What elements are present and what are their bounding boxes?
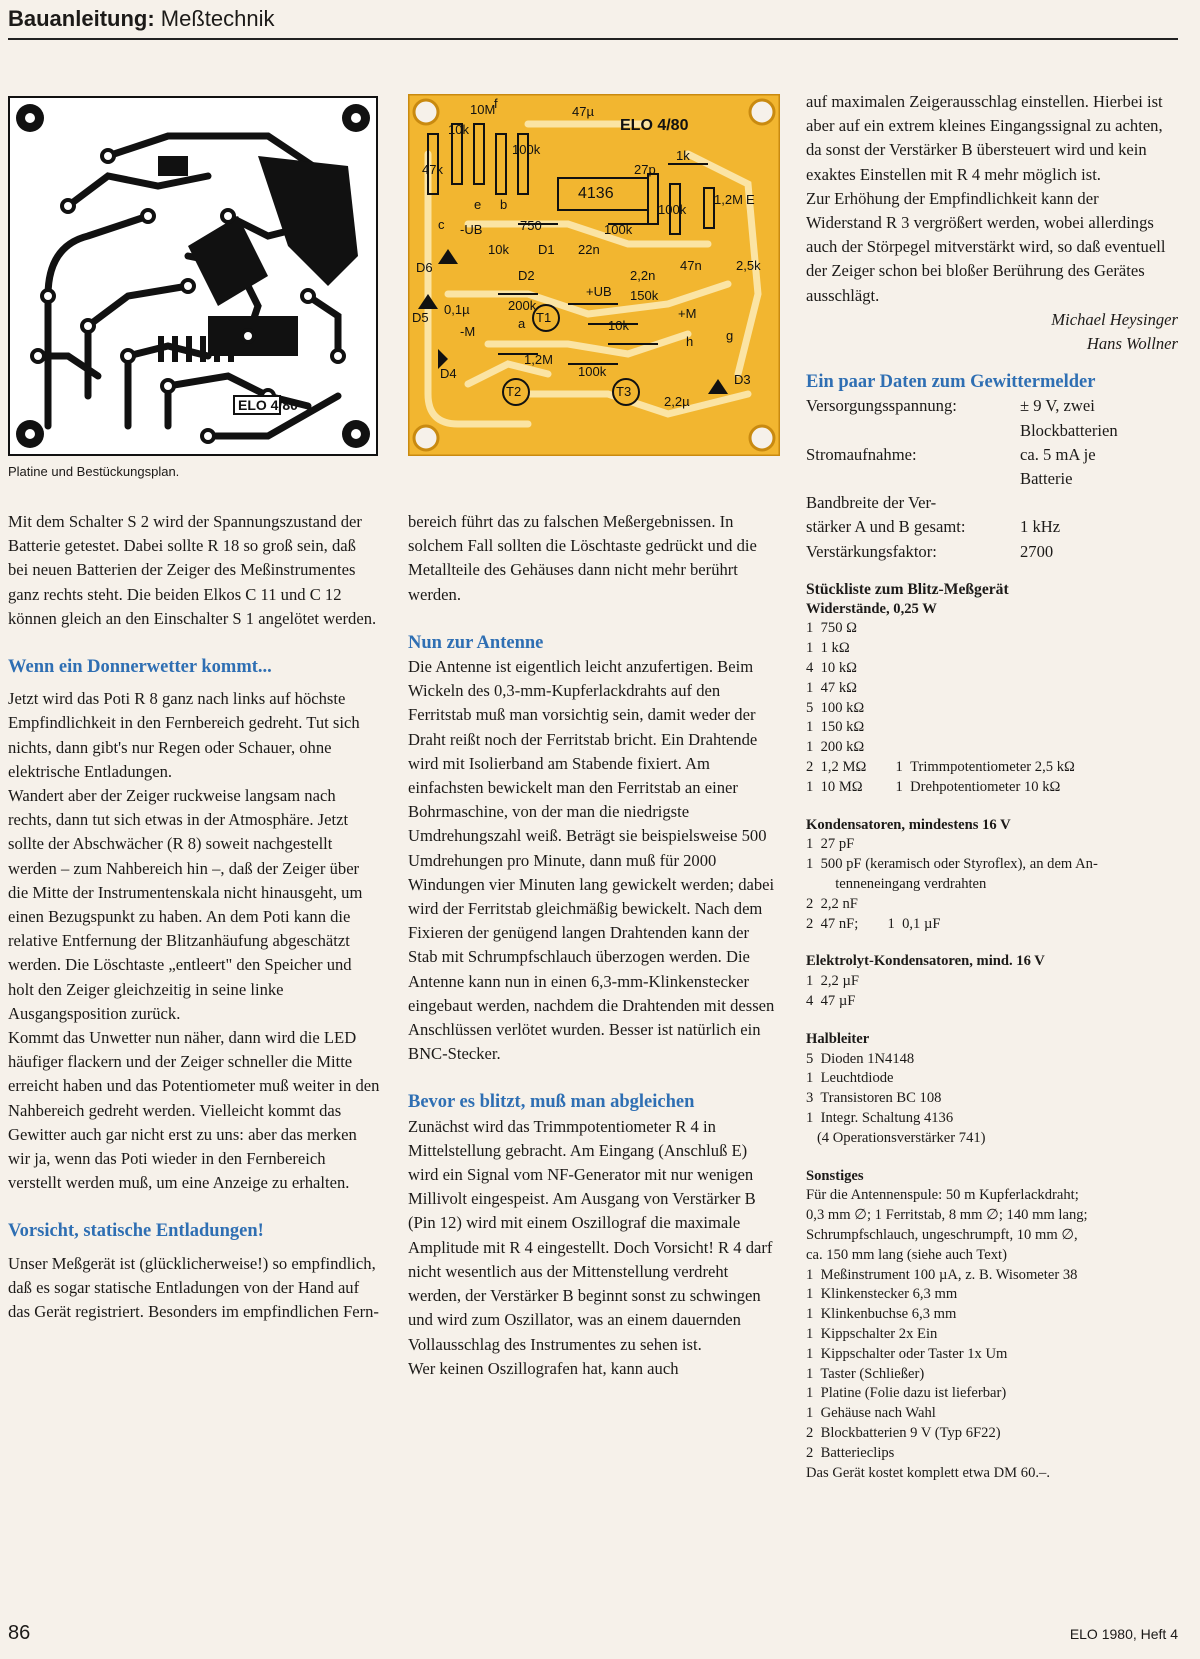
- parts-item: 1 Taster (Schließer): [806, 1365, 925, 1382]
- label: D4: [440, 366, 457, 381]
- component-layout-image: [408, 94, 780, 456]
- label: 10M: [470, 102, 496, 117]
- page-header: [8, 6, 275, 32]
- header-topic: Meßtechnik: [160, 6, 275, 31]
- parts-item: 1 27 pF: [806, 836, 855, 853]
- label: -M: [460, 324, 476, 339]
- label: 2,2µ: [664, 394, 690, 409]
- parts-item: (4 Operationsverstärker 741): [806, 1129, 986, 1146]
- parts-item: Schrumpfschlauch, ungeschrumpft, 10 mm ∅,: [806, 1226, 1078, 1243]
- parts-group-title: Widerstände, 0,25 W: [806, 600, 937, 617]
- parts-item: 1 150 kΩ: [806, 719, 865, 736]
- label: 750: [520, 218, 542, 233]
- parts-group-title: Kondensatoren, mindestens 16 V: [806, 816, 1011, 833]
- column-2: [408, 510, 780, 1381]
- label: E: [746, 192, 755, 207]
- spec-row: [806, 540, 1178, 564]
- parts-item: 2 47 nF; 1 0,1 µF: [806, 915, 941, 932]
- spec-key: stärker A und B gesamt:: [806, 517, 966, 537]
- price-note: Das Gerät kostet komplett etwa DM 60.–.: [806, 1464, 1050, 1481]
- paragraph: Zunächst wird das Trimmpotentiometer R 4 in Mittelstellung gebracht. Am Eingang (Anschluß E) wird ein Signal vom NF-Generator mit nur wenigen Millivolt eingespeist. Am Ausgang von Verstärker B (Pin 12) wird mit einem Oszillograf die maximale Amplitude mit R 4 eingestellt. Doch Vorsicht! R 4 darf nicht wesentlich aus der Mittenstellung verdreht werden, der Verstärker B beginnt sonst zu schwingen und wird zum Oszillator, was an einem dauernden Vollausschlag des Instrumentes zu sehen ist.: [408, 1116, 773, 1354]
- parts-item: 1 500 pF (keramisch oder Styroflex), an dem An-: [806, 856, 1098, 873]
- paragraph: Mit dem Schalter S 2 wird der Spannungszustand der Batterie getestet. Dabei sollte R 18 so groß sein, daß bei neuen Batterien der Zeiger des Meßinstrumentes ganz rechts steht. Die beiden Elkos C 11 und C 12 können gleich an den Einschalter S 1 angelötet werden.: [8, 512, 377, 628]
- spec-row: [806, 467, 1178, 491]
- spec-value: 1 kHz: [1020, 517, 1061, 537]
- pcb-logo: ELO 4/80: [238, 397, 298, 413]
- label: D2: [518, 268, 535, 283]
- label: 1k: [676, 148, 690, 163]
- parts-item: 1 Kippschalter 2x Ein: [806, 1325, 938, 1342]
- paragraph: Wandert aber der Zeiger ruckweise langsam nach rechts, dann tut sich etwas in der Atmosphäre. Jetzt sollte der Abschwächer (R 8) soweit nachgestellt werden – zum Nahbereich hin –, daß der Zeiger über die Mitte der Instrumentenskala nicht hinausgeht, um einen Bezugspunkt zu haben. An dem Poti kann die relative Entfernung der Blitzanhäufung abgeschätzt werden. Die Löschtaste „entleert" den Speicher und holt den Zeiger gleichzeitig in seine linke Ausgangsposition zurück.: [8, 786, 363, 1023]
- header-section: Bauanleitung:: [8, 6, 155, 31]
- spec-key: Bandbreite der Ver-: [806, 493, 937, 513]
- paragraph: Wer keinen Oszillografen hat, kann auch: [408, 1358, 679, 1378]
- paragraph: Zur Erhöhung der Empfindlichkeit kann der Widerstand R 3 vergrößert werden, wobei allerdings auch der Störpegel mitverstärkt wird, so daß eventuell der Zeiger schon bei bloßer Berührung des Gerätes ausschlägt.: [806, 188, 1166, 305]
- spec-row: [806, 394, 1178, 418]
- paragraph: Kommt das Unwetter nun näher, dann wird die LED häufiger flackern und der Zeiger schneller die Mitte erreicht haben und das Potentiometer muß weiter in den Nahbereich gedreht werden. Vielleicht kommt das Gewitter auch gar nicht erst zu uns: aber das merken wir ja, wenn das Poti wieder in den Fernbereich verstellt werden muß, um eine Anzeige zu erhalten.: [8, 1028, 380, 1193]
- label: a: [518, 316, 526, 331]
- author: Hans Wollner: [1086, 334, 1178, 354]
- label: 2,2n: [630, 268, 656, 283]
- parts-list: [806, 580, 1178, 1483]
- label: 10k: [488, 242, 509, 257]
- label: 100k: [512, 142, 541, 157]
- label: +UB: [586, 284, 612, 299]
- parts-group-title: Elektrolyt-Kondensatoren, mind. 16 V: [806, 953, 1045, 970]
- label: 47µ: [572, 104, 594, 119]
- label: 47n: [680, 258, 702, 273]
- spec-value: Batterie: [1020, 469, 1073, 489]
- spec-row: [806, 491, 1178, 515]
- spec-table: [806, 394, 1178, 563]
- parts-item: 3 Transistoren BC 108: [806, 1090, 942, 1107]
- label: 27p: [634, 162, 656, 177]
- parts-item: 1 Integr. Schaltung 4136: [806, 1109, 954, 1126]
- label: 100k: [604, 222, 633, 237]
- parts-item: 4 47 µF: [806, 993, 856, 1009]
- label: 47k: [422, 162, 443, 177]
- parts-item: 1 200 kΩ: [806, 739, 865, 756]
- figure-caption: Platine und Bestückungsplan.: [8, 464, 180, 479]
- parts-item: 5 100 kΩ: [806, 699, 865, 716]
- spec-key: [806, 467, 1020, 491]
- label: 150k: [630, 288, 659, 303]
- label: e: [474, 197, 482, 212]
- parts-group-title: Sonstiges: [806, 1167, 864, 1184]
- parts-item: tenneneingang verdrahten: [806, 876, 987, 893]
- spec-key: Versorgungsspannung:: [806, 396, 957, 416]
- label: b: [500, 197, 508, 212]
- column-1: [8, 510, 380, 1324]
- parts-item: 2 2,2 nF: [806, 895, 858, 912]
- label: g: [726, 328, 734, 343]
- label: 1,2M: [524, 352, 553, 367]
- spec-value: 2700: [1020, 541, 1054, 561]
- label: c: [438, 217, 445, 232]
- parts-item: 1 Gehäuse nach Wahl: [806, 1405, 936, 1422]
- section-heading: Nun zur Antenne: [408, 632, 544, 653]
- label: 10k: [608, 318, 629, 333]
- spec-row: [806, 515, 1178, 539]
- label: D1: [538, 242, 555, 257]
- paragraph: bereich führt das zu falschen Meßergebnissen. In solchem Fall sollten die Löschtaste gedrückt und die Metallteile des Gehäuses dann nicht mehr berührt werden.: [408, 512, 757, 604]
- paragraph: Die Antenne ist eigentlich leicht anzufertigen. Beim Wickeln des 0,3-mm-Kupferlackdrahts auf den Ferritstab muß man vorsichtig sein, damit weder der Draht reißt noch der Ferritstab bricht. Ein Drahtende wird mit Isolierband am Stabende fixiert. Am einfachsten bewickelt man den Ferritstab an einer Bohrmaschine, von der man die niedrigste Umdrehungszahl weiß. Beträgt sie beispielsweise 500 Umdrehungen pro Minute, dann muß für 2000 Windungen vier Minuten lang gewickelt werden; dabei wird der Ferritstab gleichmäßig bewickelt. Nach dem Fixieren der genügend langen Drahtenden kann der Stab mit Schrumpfschlauch überzogen werden. Die Antenne kann nun in einen 6,3-mm-Klinkenstecker eingebaut werden, nachdem die Drahtenden mit dessen Anschlüssen verlötet wurden. Besser ist natürlich ein BNC-Stecker.: [408, 657, 775, 1064]
- column-3: [806, 90, 1178, 1483]
- parts-item: 1 1 kΩ: [806, 640, 850, 657]
- label: 1,2M: [714, 192, 743, 207]
- spec-value: Blockbatterien: [1020, 420, 1118, 440]
- pcb-layout-image: [8, 96, 378, 456]
- spec-row: [806, 443, 1178, 467]
- parts-item: 0,3 mm ∅; 1 Ferritstab, 8 mm ∅; 140 mm lang;: [806, 1207, 1088, 1224]
- parts-list-title: Stückliste zum Blitz-Meßgerät: [806, 580, 1009, 598]
- label: T2: [506, 384, 522, 399]
- parts-item: 1 750 Ω: [806, 620, 857, 637]
- paragraph: Jetzt wird das Poti R 8 ganz nach links auf höchste Empfindlichkeit in den Fernbereich gedreht. Tut sich nichts, dann gibt's nur Regen oder Schauer, ohne elektrische Entladungen.: [8, 689, 360, 781]
- label: f: [494, 96, 498, 111]
- author: Michael Heysinger: [1051, 309, 1178, 329]
- label: h: [686, 334, 694, 349]
- parts-item: 1 2,2 µF: [806, 973, 860, 990]
- label: D6: [416, 260, 433, 275]
- spec-key: Stromaufnahme:: [806, 444, 917, 464]
- parts-item: ca. 150 mm lang (siehe auch Text): [806, 1246, 1007, 1263]
- parts-item: 1 Klinkenbuchse 6,3 mm: [806, 1306, 957, 1323]
- label: 22n: [578, 242, 600, 257]
- paragraph: Unser Meßgerät ist (glücklicherweise!) so empfindlich, daß es sogar statische Entladungen von der Hand auf das Gerät registriert. Besonders im empfindlichen Fern-: [8, 1253, 379, 1322]
- parts-item: 1 Klinkenstecker 6,3 mm: [806, 1286, 958, 1303]
- spec-row: [806, 419, 1178, 443]
- page-number: 86: [8, 1622, 31, 1644]
- parts-item: 5 Dioden 1N4148: [806, 1050, 915, 1067]
- section-heading: Ein paar Daten zum Gewittermelder: [806, 372, 1096, 393]
- parts-item: 1 Leuchtdiode: [806, 1070, 894, 1087]
- parts-item: 1 47 kΩ: [806, 679, 857, 696]
- label: T1: [536, 310, 552, 325]
- parts-item: 2 Blockbatterien 9 V (Typ 6F22): [806, 1424, 1001, 1441]
- spec-value: ca. 5 mA je: [1020, 444, 1096, 464]
- parts-item: 2 Batterieclips: [806, 1444, 895, 1461]
- label: -UB: [460, 222, 483, 237]
- parts-item: 2 1,2 MΩ 1 Trimmpotentiometer 2,5 kΩ: [806, 759, 1075, 776]
- parts-item: 1 Meßinstrument 100 µA, z. B. Wisometer 38: [806, 1266, 1078, 1283]
- section-heading: Bevor es blitzt, muß man abgleichen: [408, 1092, 695, 1113]
- label: 2,5k: [736, 258, 761, 273]
- label: +M: [678, 306, 697, 321]
- label: 200k: [508, 298, 537, 313]
- spec-key: [806, 419, 1020, 443]
- paragraph: auf maximalen Zeigerausschlag einstellen. Hierbei ist aber auf ein extrem kleines Eingangssignal zu achten, da sonst der Verstärker B übersteuert wird und kein exaktes Einstellen mit R 4 mehr möglich ist.: [806, 92, 1163, 184]
- section-heading: Wenn ein Donnerwetter kommt...: [8, 657, 272, 678]
- parts-item: 1 Kippschalter oder Taster 1x Um: [806, 1345, 1008, 1362]
- label: D3: [734, 372, 751, 387]
- parts-item: Für die Antennenspule: 50 m Kupferlackdraht;: [806, 1187, 1079, 1204]
- label: 100k: [658, 202, 687, 217]
- issue-info: ELO 1980, Heft 4: [1069, 1626, 1178, 1642]
- label: D5: [412, 310, 429, 325]
- spec-value: ± 9 V, zwei: [1020, 396, 1095, 416]
- label: 0,1µ: [444, 302, 470, 317]
- label: 4136: [578, 185, 614, 202]
- section-heading: Vorsicht, statische Entladungen!: [8, 1221, 264, 1242]
- spec-value: [1020, 491, 1178, 515]
- label: 100k: [578, 364, 607, 379]
- header-rule: [8, 38, 1178, 40]
- parts-item: 1 10 MΩ 1 Drehpotentiometer 10 kΩ: [806, 778, 1061, 795]
- spec-key: Verstärkungsfaktor:: [806, 541, 937, 561]
- parts-group-title: Halbleiter: [806, 1030, 870, 1047]
- label: T3: [616, 384, 632, 399]
- label: 10k: [448, 122, 469, 137]
- parts-item: 4 10 kΩ: [806, 660, 857, 677]
- parts-item: 1 Platine (Folie dazu ist lieferbar): [806, 1385, 1007, 1402]
- layout-logo: ELO 4/80: [620, 117, 689, 134]
